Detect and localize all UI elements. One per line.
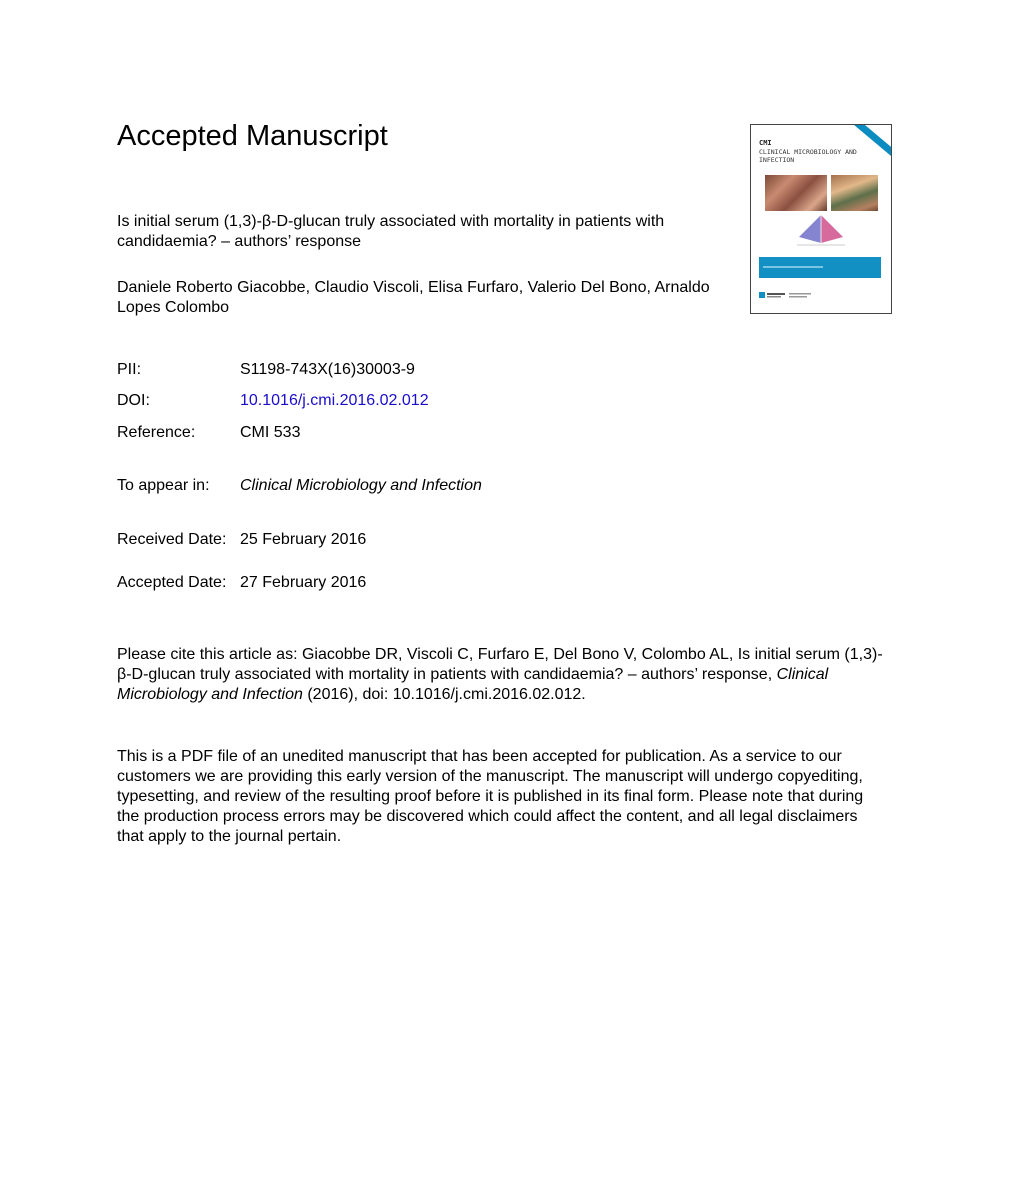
meta-row-reference <box>117 423 737 443</box>
appear-in-journal: Clinical Microbiology and Infection <box>240 477 482 494</box>
cover-photo-hands <box>765 175 827 211</box>
citation-paragraph <box>117 645 887 705</box>
citation-journal: Clinical Microbiology and Infection <box>117 666 829 703</box>
citation-text-end: (2016), doi: 10.1016/j.cmi.2016.02.012. <box>302 686 586 703</box>
reference-value: CMI 533 <box>240 424 301 441</box>
doi-link[interactable]: 10.1016/j.cmi.2016.02.012 <box>240 392 429 409</box>
cover-publisher-logo <box>759 290 814 300</box>
page-heading: Accepted Manuscript <box>117 120 388 152</box>
meta-row-doi <box>117 391 737 411</box>
accepted-date-value: 27 February 2016 <box>240 574 367 591</box>
cover-figure-diagram <box>795 213 847 247</box>
doi-label: DOI: <box>117 392 150 409</box>
cover-bar-text-line <box>763 266 823 268</box>
cover-journal-abbr: CMI <box>759 139 772 147</box>
manuscript-notice: This is a PDF file of an unedited manuscript that has been accepted for publication. As a service to our customers we are providing this early version of the manuscript. The manuscript will undergo copyediting, typesetting, and review of the resulting proof before it is published in its final form. Please note that during the production process errors may be discovered which could affect the content, and all legal disclaimers that apply to the journal pertain. <box>117 748 864 845</box>
cover-photo-scene <box>831 175 878 211</box>
journal-cover <box>750 124 892 314</box>
cover-blue-bar <box>759 257 881 278</box>
citation-text-start: Please cite this article as: Giacobbe DR, Viscoli C, Furfaro E, Del Bono V, Colombo AL, Is initial serum (1,3)-β-D-glucan truly associated with mortality in patients with candidaemia? – authors’ response, <box>117 646 883 683</box>
meta-row-accepted-date <box>117 573 737 593</box>
reference-label: Reference: <box>117 424 196 441</box>
cover-journal-name: CLINICAL MICROBIOLOGY AND INFECTION <box>759 148 857 164</box>
appear-in-label: To appear in: <box>117 477 210 494</box>
received-date-value: 25 February 2016 <box>240 531 367 548</box>
article-title: Is initial serum (1,3)-β-D-glucan truly associated with mortality in patients with candidaemia? – authors’ response <box>117 213 665 250</box>
meta-row-pii <box>117 360 737 380</box>
accepted-date-label: Accepted Date: <box>117 574 227 591</box>
article-authors: Daniele Roberto Giacobbe, Claudio Viscoli, Elisa Furfaro, Valerio Del Bono, Arnaldo Lopes Colombo <box>117 279 710 316</box>
pii-label: PII: <box>117 361 142 378</box>
meta-row-appear-in <box>117 476 737 496</box>
meta-row-received-date <box>117 530 737 550</box>
pii-value: S1198-743X(16)30003-9 <box>240 361 415 378</box>
received-date-label: Received Date: <box>117 531 227 548</box>
